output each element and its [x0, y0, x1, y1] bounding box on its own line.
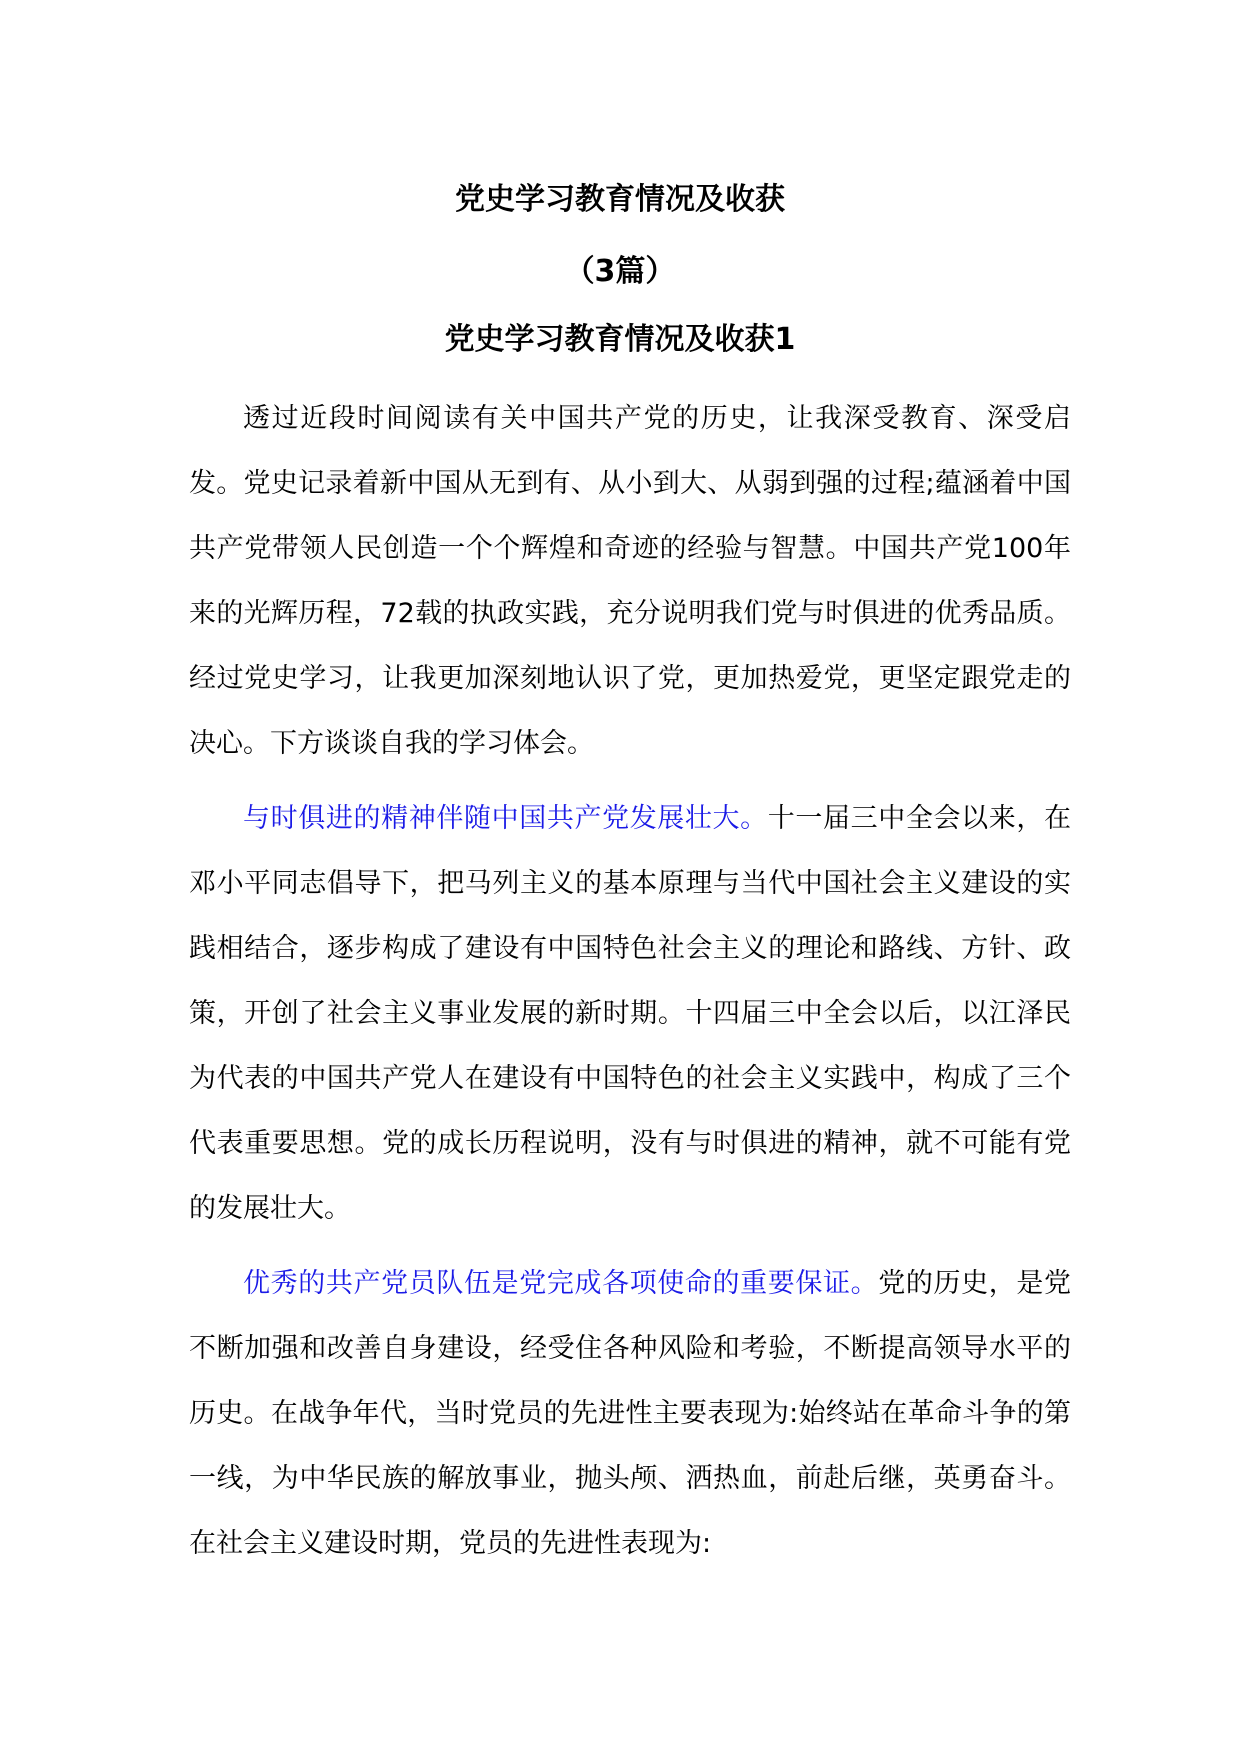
paragraph-2-lead: 与时俱进的精神伴随中国共产党发展壮大。 — [243, 803, 768, 834]
document-subtitle: （3篇） — [564, 254, 676, 289]
paragraph-3-lead: 优秀的共产党员队伍是党完成各项使命的重要保证。 — [243, 1268, 879, 1299]
paragraph-3 — [189, 1251, 1071, 1576]
document-body — [189, 386, 1071, 1576]
document-title: 党史学习教育情况及收获 — [455, 182, 785, 217]
paragraph-2-text: 十一届三中全会以来，在邓小平同志倡导下，把马列主义的基本原理与当代中国社会主义建设的实践相结合，逐步构成了建设有中国特色社会主义的理论和路线、方针、政策，开创了社会主义事业发展的新时期。十四届三中全会以后，以江泽民为代表的中国共产党人在建设有中国特色的社会主义实践中，构成了三个代表重要思想。党的成长历程说明，没有与时俱进的精神，就不可能有党的发展壮大。 — [189, 803, 1072, 1224]
paragraph-1 — [189, 386, 1071, 776]
paragraph-2 — [189, 786, 1071, 1241]
section-title: 党史学习教育情况及收获1 — [444, 322, 796, 357]
paragraph-3-text: 党的历史，是党不断加强和改善自身建设，经受住各种风险和考验，不断提高领导水平的历史。在战争年代，当时党员的先进性主要表现为:始终站在革命斗争的第一线，为中华民族的解放事业，抛头颅、洒热血，前赴后继，英勇奋斗。在社会主义建设时期，党员的先进性表现为: — [189, 1268, 1072, 1559]
paragraph-1-text: 透过近段时间阅读有关中国共产党的历史，让我深受教育、深受启发。党史记录着新中国从无到有、从小到大、从弱到强的过程;蕴涵着中国共产党带领人民创造一个个辉煌和奇迹的经验与智慧。中国共产党100年来的光辉历程，72载的执政实践，充分说明我们党与时俱进的优秀品质。经过党史学习，让我更加深刻地认识了党，更加热爱党，更坚定跟党走的决心。下方谈谈自我的学习体会。 — [189, 403, 1071, 759]
